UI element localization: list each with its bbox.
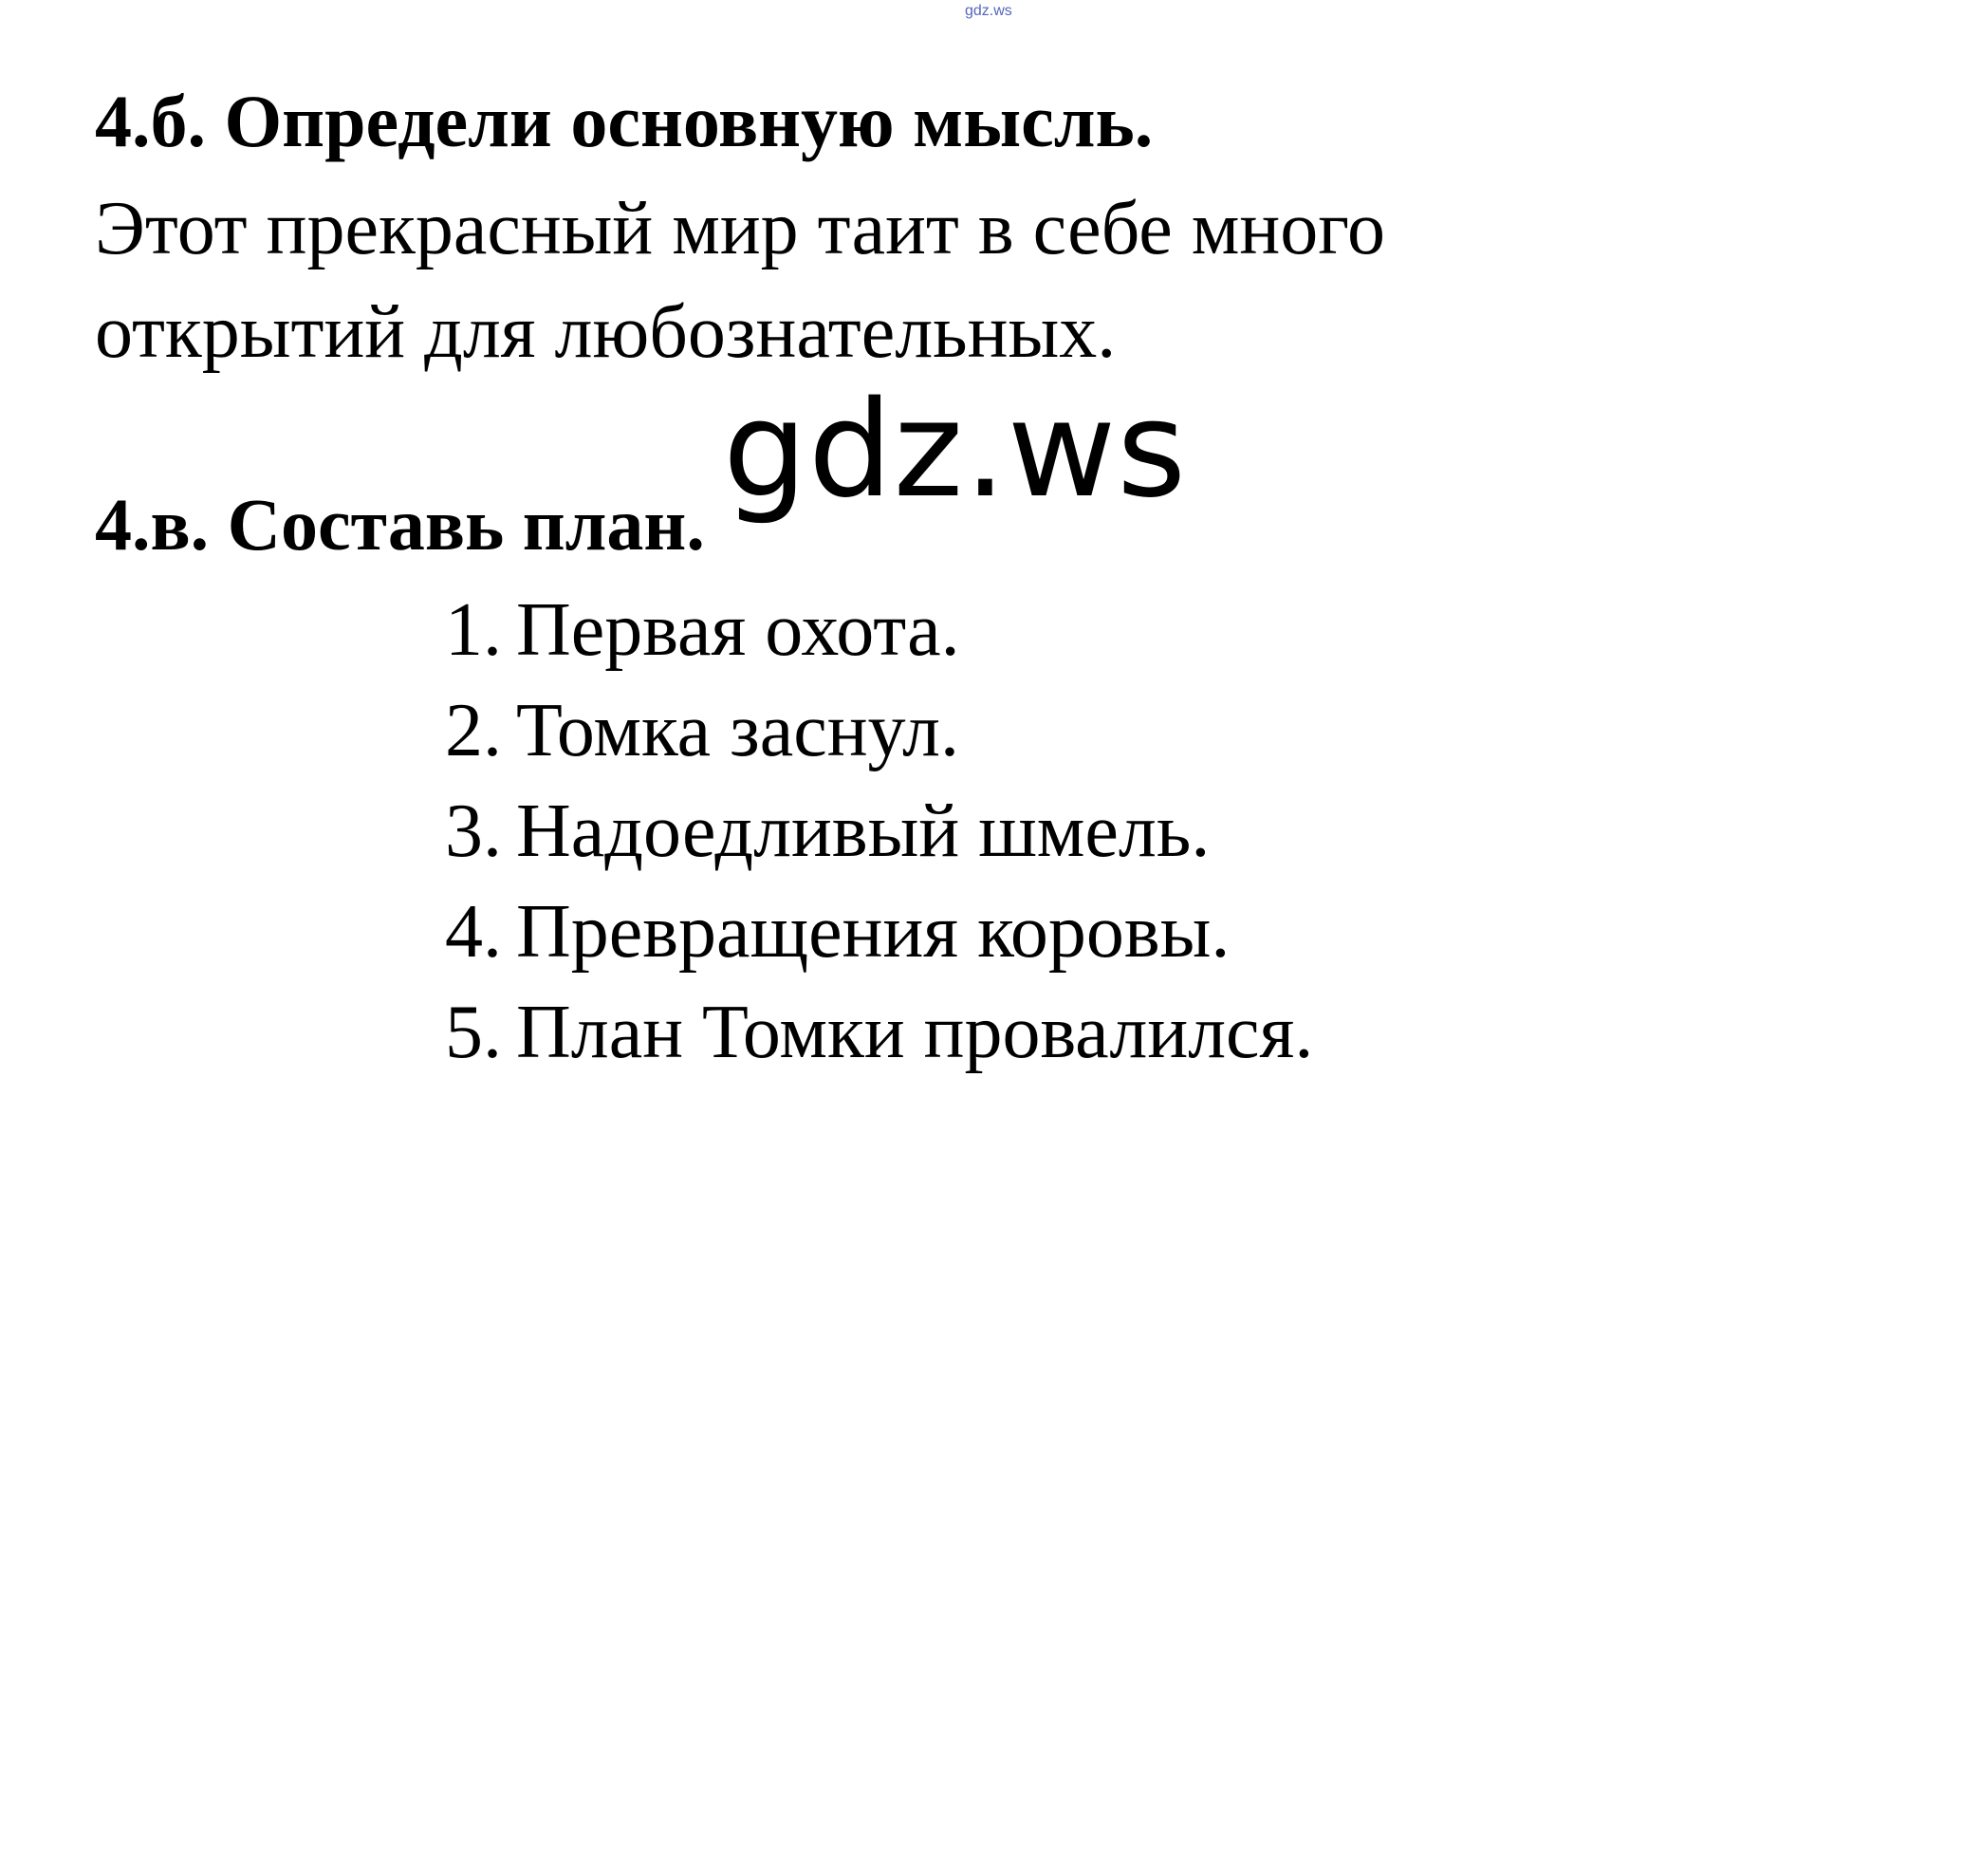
section-b-heading: 4.б. Определи основную мысль. bbox=[95, 80, 1154, 162]
plan-item bbox=[445, 982, 1313, 1083]
section-v-heading: 4.в. Составь план. bbox=[95, 483, 705, 566]
plan-item-number: 5. bbox=[445, 991, 502, 1074]
plan-item-number: 3. bbox=[445, 789, 502, 873]
plan-item-number: 2. bbox=[445, 689, 502, 772]
plan-item-text: Надоедливый шмель. bbox=[516, 789, 1211, 873]
top-watermark-small: gdz.ws bbox=[965, 3, 1012, 19]
plan-item bbox=[445, 781, 1313, 882]
plan-list bbox=[445, 580, 1313, 1083]
main-idea-line-2: открытий для любознательных. bbox=[95, 290, 1117, 374]
plan-item bbox=[445, 882, 1313, 982]
plan-item bbox=[445, 580, 1313, 680]
plan-item bbox=[445, 680, 1313, 781]
main-idea-paragraph bbox=[95, 177, 1708, 384]
site-watermark: gdz.ws bbox=[723, 373, 1188, 528]
plan-item-text: Первая охота. bbox=[516, 588, 960, 672]
plan-item-number: 4. bbox=[445, 890, 502, 974]
plan-item-text: Превращения коровы. bbox=[516, 890, 1231, 974]
plan-item-text: План Томки провалился. bbox=[516, 991, 1314, 1074]
plan-item-text: Томка заснул. bbox=[516, 689, 959, 772]
plan-item-number: 1. bbox=[445, 588, 502, 672]
main-idea-line-1: Этот прекрасный мир таит в себе много bbox=[95, 187, 1386, 270]
